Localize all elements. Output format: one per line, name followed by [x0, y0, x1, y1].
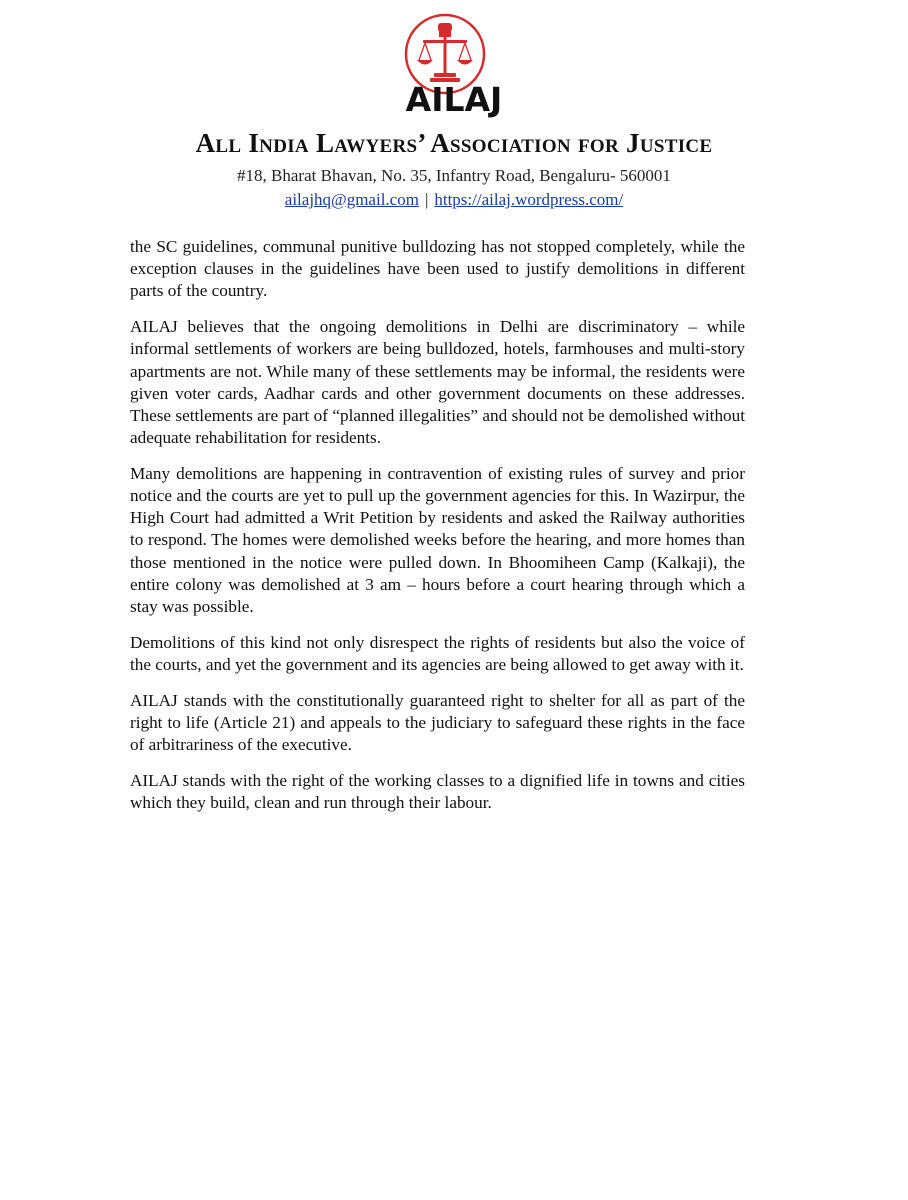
paragraph: AILAJ stands with the constitutionally guaranteed right to shelter for all as part of the right to life (Article 21) and appeals to the judiciary to safeguard these rights in the face of arbitrariness of the executive.	[130, 690, 745, 755]
org-acronym: AILAJ	[405, 80, 503, 119]
paragraph: Demolitions of this kind not only disrespect the rights of residents but also the voice of the courts, and yet the government and its agencies are being allowed to get away with it.	[130, 632, 745, 674]
document-body	[130, 236, 745, 828]
org-address: #18, Bharat Bhavan, No. 35, Infantry Road, Bengaluru- 560001	[237, 166, 671, 185]
paragraph: the SC guidelines, communal punitive bulldozing has not stopped completely, while the exception clauses in the guidelines have been used to justify demolitions in different parts of the country.	[130, 237, 745, 301]
paragraph: AILAJ believes that the ongoing demolitions in Delhi are discriminatory – while informal settlements of workers are being bulldozed, hotels, farmhouses and multi-story apartments are not. While many of these settlements may be informal, the residents were given voter cards, Aadhar cards and other government documents on these addresses. These settlements are part of “planned illegalities” and should not be demolished without adequate rehabilitation for residents.	[130, 317, 745, 448]
org-contacts	[0, 190, 908, 210]
paragraph: Many demolitions are happening in contravention of existing rules of survey and prior notice and the courts are yet to pull up the government agencies for this. In Wazirpur, the High Court had admitted a Writ Petition by residents and asked the Railway authorities to respond. The homes were demolished weeks before the hearing, and more homes than those mentioned in the notice were pulled down. In Bhoomiheen Camp (Kalkaji), the entire colony was demolished at 3 am – hours before a court hearing through which a stay was possible.	[130, 463, 745, 617]
contact-separator: |	[424, 190, 429, 209]
email-link[interactable]: ailajhq@gmail.com	[284, 190, 419, 209]
paragraph: AILAJ stands with the right of the working classes to a dignified life in towns and cities which they build, clean and run through their labour.	[130, 770, 745, 812]
website-link[interactable]: https://ailaj.wordpress.com/	[434, 190, 624, 209]
org-name: All India Lawyers’ Association for Justice	[195, 128, 713, 158]
